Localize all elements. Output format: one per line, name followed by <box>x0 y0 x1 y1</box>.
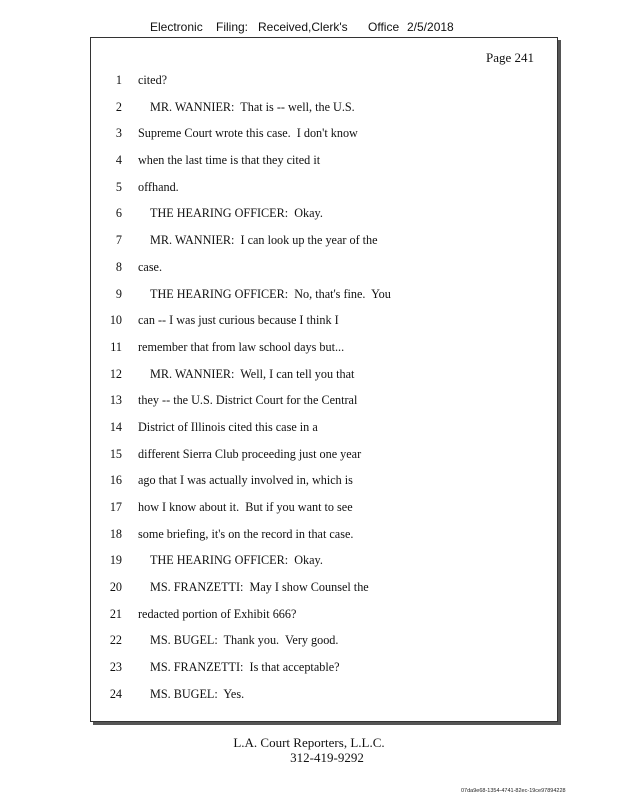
transcript-line <box>90 179 556 206</box>
line-number: 18 <box>109 526 122 541</box>
line-text: MR. WANNIER: That is -- well, the U.S. <box>150 99 355 114</box>
line-text: when the last time is that they cited it <box>138 153 321 168</box>
court-reporter-name: L.A. Court Reporters, L.L.C. <box>233 735 385 750</box>
line-number: 7 <box>115 233 122 248</box>
header-electronic: Electronic <box>150 20 203 34</box>
line-number: 6 <box>115 206 122 221</box>
line-text: how I know about it. But if you want to see <box>138 500 353 514</box>
transcript-line <box>90 526 556 553</box>
line-number: 22 <box>109 633 122 648</box>
transcript-line <box>90 472 556 499</box>
transcript-line <box>90 72 556 99</box>
line-text: THE HEARING OFFICER: Okay. <box>150 206 323 221</box>
line-number: 21 <box>109 606 122 621</box>
line-text: THE HEARING OFFICER: No, that's fine. You <box>150 286 391 301</box>
transcript-line <box>90 152 556 179</box>
line-text: different Sierra Club proceeding just one year <box>138 446 362 461</box>
line-text: redacted portion of Exhibit 666? <box>138 606 297 621</box>
filing-header <box>0 20 618 36</box>
line-text: remember that from law school days but... <box>138 339 345 354</box>
line-number: 3 <box>115 126 122 141</box>
line-number: 5 <box>115 179 122 194</box>
line-text: MS. FRANZETTI: Is that acceptable? <box>150 660 340 675</box>
line-text: they -- the U.S. District Court for the Central <box>138 393 358 408</box>
transcript-lines <box>90 72 556 713</box>
document-id: 07da9e68-1354-4741-82ec-19ce97894228 <box>461 788 566 794</box>
header-received-clerks: Received,Clerk's <box>258 20 348 34</box>
transcript-line <box>90 659 556 686</box>
transcript-line <box>90 312 556 339</box>
header-office: Office <box>368 20 400 34</box>
reporter-footer <box>0 735 618 765</box>
line-text: cited? <box>138 73 168 87</box>
transcript-line <box>90 125 556 152</box>
line-text: offhand. <box>138 179 179 194</box>
line-text: ago that I was actually involved in, which is <box>138 473 353 488</box>
line-number: 20 <box>109 580 122 595</box>
line-text: District of Illinois cited this case in a <box>138 419 318 434</box>
header-date: 2/5/2018 <box>407 20 454 34</box>
line-number: 12 <box>109 366 122 381</box>
line-text: MR. WANNIER: I can look up the year of the <box>150 233 378 248</box>
line-number: 8 <box>115 259 122 274</box>
court-reporter-phone: 312-419-9292 <box>290 750 364 765</box>
transcript-line <box>90 286 556 313</box>
line-text: MS. FRANZETTI: May I show Counsel the <box>150 580 369 595</box>
line-number: 11 <box>110 339 122 354</box>
transcript-line <box>90 205 556 232</box>
line-text: MR. WANNIER: Well, I can tell you that <box>150 366 355 381</box>
transcript-line <box>90 232 556 259</box>
transcript-line <box>90 259 556 286</box>
page-number: Page 241 <box>485 50 534 65</box>
line-text: THE HEARING OFFICER: Okay. <box>150 553 323 568</box>
transcript-line <box>90 686 556 713</box>
transcript-line <box>90 419 556 446</box>
line-number: 17 <box>109 500 122 514</box>
line-text: some briefing, it's on the record in that case. <box>138 526 354 541</box>
line-number: 2 <box>115 99 122 114</box>
transcript-line <box>90 499 556 526</box>
line-number: 13 <box>109 393 122 408</box>
transcript-line <box>90 632 556 659</box>
transcript-line <box>90 606 556 633</box>
line-number: 4 <box>115 153 122 168</box>
line-text: case. <box>138 259 163 274</box>
line-number: 9 <box>115 286 122 301</box>
line-number: 16 <box>109 473 122 488</box>
line-text: can -- I was just curious because I think I <box>138 313 339 328</box>
transcript-line <box>90 366 556 393</box>
line-number: 10 <box>109 313 122 328</box>
transcript-line <box>90 339 556 366</box>
line-text: MS. BUGEL: Thank you. Very good. <box>150 633 339 648</box>
line-number: 24 <box>109 686 122 701</box>
header-filing: Filing: <box>216 20 249 34</box>
line-number: 15 <box>109 446 122 461</box>
transcript-line <box>90 579 556 606</box>
line-text: Supreme Court wrote this case. I don't know <box>138 126 358 141</box>
line-text: MS. BUGEL: Yes. <box>150 686 245 701</box>
transcript-line <box>90 392 556 419</box>
transcript-line <box>90 99 556 126</box>
line-number: 23 <box>109 660 122 675</box>
line-number: 1 <box>115 73 122 87</box>
line-number: 19 <box>109 553 122 568</box>
transcript-line <box>90 552 556 579</box>
line-number: 14 <box>109 419 122 434</box>
transcript-line <box>90 446 556 473</box>
